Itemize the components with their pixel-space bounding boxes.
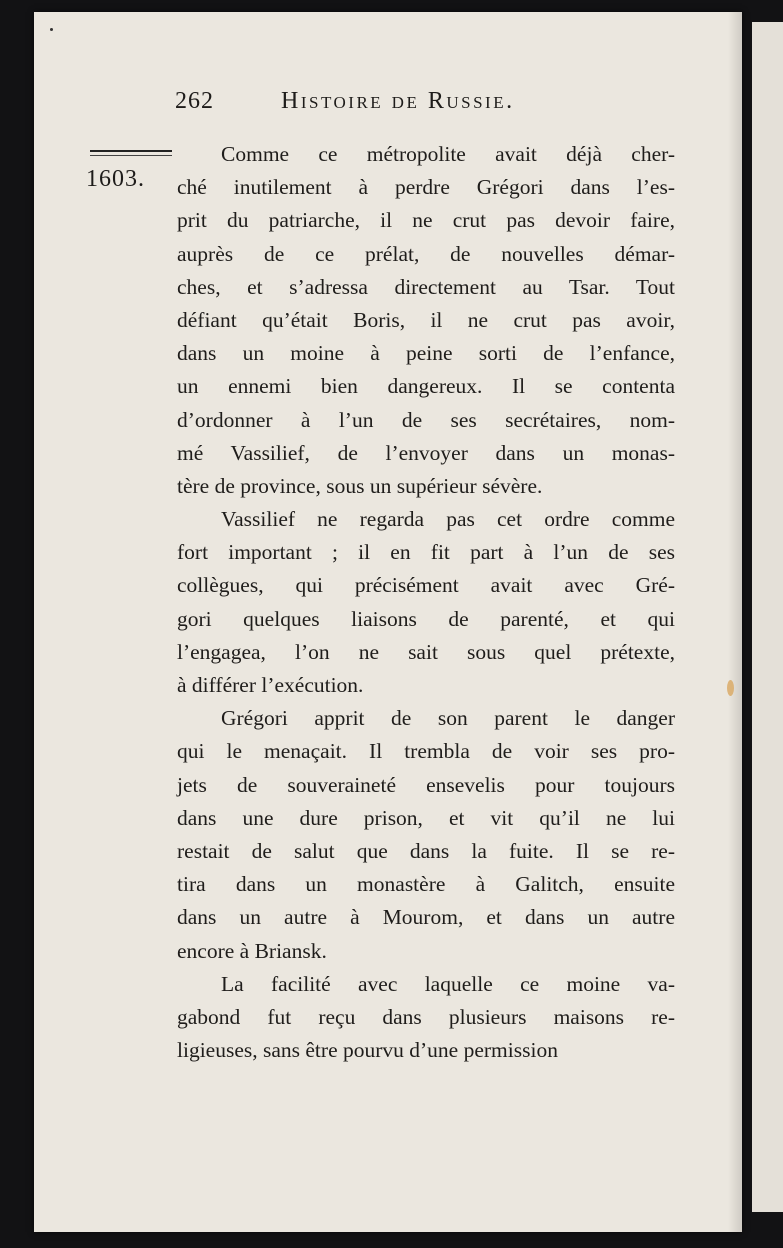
text-line: l’engagea, l’on ne sait sous quel prétexte, bbox=[177, 639, 675, 664]
text-line: ché inutilement à perdre Grégori dans l’es- bbox=[177, 175, 675, 200]
text-line: fort important ; il en fit part à l’un de ses bbox=[177, 540, 675, 565]
paragraph bbox=[177, 702, 675, 968]
text-line: gabond fut reçu dans plusieurs maisons re- bbox=[177, 1004, 675, 1029]
text-line: ligieuses, sans être pourvu d’une permission bbox=[177, 1038, 558, 1063]
text-line: défiant qu’était Boris, il ne crut pas avoir, bbox=[177, 307, 675, 332]
ink-speck bbox=[50, 28, 53, 31]
running-head bbox=[175, 88, 680, 115]
text-line: tère de province, sous un supérieur sévère. bbox=[177, 473, 543, 498]
text-line: collègues, qui précisément avait avec Gré- bbox=[177, 573, 675, 598]
paper-stain bbox=[727, 680, 734, 696]
paragraph bbox=[177, 138, 675, 503]
margin-rule-thin bbox=[90, 155, 172, 156]
text-line: jets de souveraineté ensevelis pour toujours bbox=[177, 772, 675, 797]
text-line: d’ordonner à l’un de ses secrétaires, nom- bbox=[177, 407, 675, 432]
text-line: Comme ce métropolite avait déjà cher- bbox=[221, 142, 675, 166]
text-line: dans un autre à Mourom, et dans un autre bbox=[177, 905, 675, 930]
text-line: encore à Briansk. bbox=[177, 938, 327, 963]
text-line: ches, et s’adressa directement au Tsar. Tout bbox=[177, 274, 675, 299]
text-line: qui le menaçait. Il trembla de voir ses pro- bbox=[177, 739, 675, 764]
text-line: auprès de ce prélat, de nouvelles démar- bbox=[177, 241, 675, 266]
running-title: Histoire de Russie. bbox=[281, 88, 515, 114]
text-line: à différer l’exécution. bbox=[177, 673, 364, 697]
text-line: dans une dure prison, et vit qu’il ne lui bbox=[177, 805, 675, 830]
text-line: mé Vassilief, de l’envoyer dans un monas- bbox=[177, 440, 675, 465]
text-line: Grégori apprit de son parent le danger bbox=[221, 706, 675, 731]
margin-rule bbox=[90, 150, 172, 152]
text-line: La facilité avec laquelle ce moine va- bbox=[221, 971, 675, 996]
text-line: un ennemi bien dangereux. Il se contenta bbox=[177, 374, 675, 399]
margin-year: 1603. bbox=[86, 166, 145, 192]
text-line: Vassilief ne regarda pas cet ordre comme bbox=[221, 507, 675, 532]
page-number: 262 bbox=[175, 88, 214, 114]
gutter-shadow bbox=[728, 12, 742, 1232]
text-line: restait de salut que dans la fuite. Il se re- bbox=[177, 838, 675, 863]
text-line: gori quelques liaisons de parenté, et qui bbox=[177, 606, 675, 631]
paragraph bbox=[177, 503, 675, 702]
paragraph bbox=[177, 968, 675, 1068]
text-line: tira dans un monastère à Galitch, ensuite bbox=[177, 872, 675, 897]
body-text bbox=[177, 138, 675, 1067]
text-line: dans un moine à peine sorti de l’enfance, bbox=[177, 341, 675, 366]
facing-page-edge bbox=[752, 22, 783, 1212]
text-line: prit du patriarche, il ne crut pas devoir faire, bbox=[177, 208, 675, 233]
